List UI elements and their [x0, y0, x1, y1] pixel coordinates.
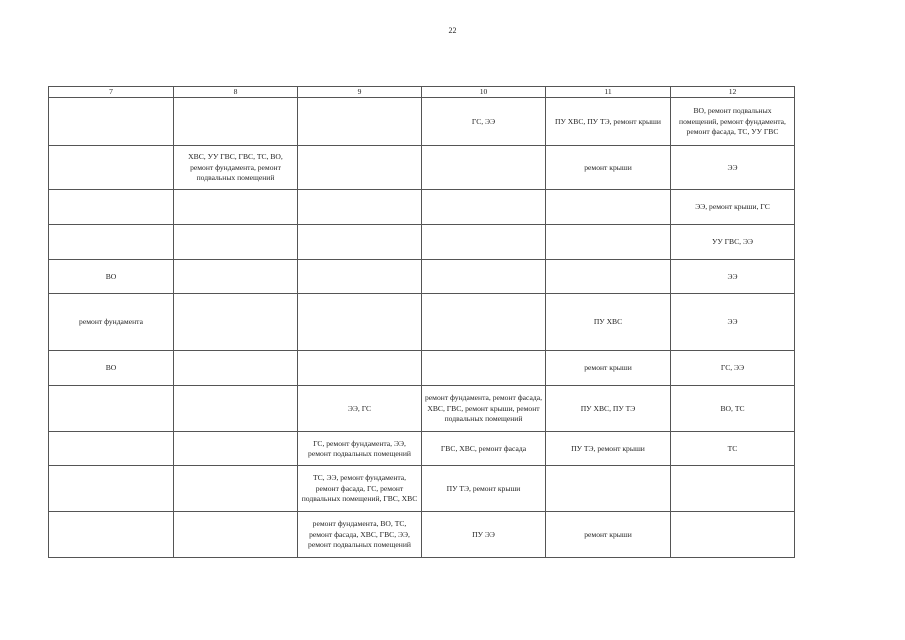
table-cell [422, 294, 546, 351]
table-cell: ремонт крыши [546, 351, 671, 386]
column-header: 10 [422, 87, 546, 98]
table-cell [174, 351, 298, 386]
table-cell [298, 225, 422, 260]
table-cell: ремонт крыши [546, 512, 671, 558]
table-row [49, 512, 795, 558]
table-cell: ремонт фундамента [49, 294, 174, 351]
table-cell [174, 98, 298, 146]
table-cell [174, 386, 298, 432]
table-cell [546, 260, 671, 294]
table-cell [298, 146, 422, 190]
table-cell: ремонт крыши [546, 146, 671, 190]
table-cell: ремонт фундамента, ВО, ТС, ремонт фасада, ХВС, ГВС, ЭЭ, ремонт подвальных помещений [298, 512, 422, 558]
table-cell: ЭЭ [671, 146, 795, 190]
table-row [49, 351, 795, 386]
works-table [48, 86, 795, 558]
table-cell [174, 190, 298, 225]
table-cell [49, 386, 174, 432]
table-row [49, 98, 795, 146]
table-cell [546, 190, 671, 225]
table-cell: ВО [49, 260, 174, 294]
table-cell: ПУ ЭЭ [422, 512, 546, 558]
table-cell: ПУ ТЭ, ремонт крыши [546, 432, 671, 466]
table-cell: ХВС, УУ ГВС, ГВС, ТС, ВО, ремонт фундамента, ремонт подвальных помещений [174, 146, 298, 190]
table-cell: ГС, ЭЭ [422, 98, 546, 146]
table-cell [174, 466, 298, 512]
table-cell: ЭЭ, ГС [298, 386, 422, 432]
table-cell [422, 146, 546, 190]
column-header: 7 [49, 87, 174, 98]
table-cell [49, 190, 174, 225]
table-cell [174, 512, 298, 558]
table-cell [546, 225, 671, 260]
table-cell: ПУ ХВС [546, 294, 671, 351]
table-cell [49, 98, 174, 146]
table-cell [174, 225, 298, 260]
table-row [49, 190, 795, 225]
table-cell: ТС, ЭЭ, ремонт фундамента, ремонт фасада, ГС, ремонт подвальных помещений, ГВС, ХВС [298, 466, 422, 512]
table-cell: ТС [671, 432, 795, 466]
table-cell: ЭЭ [671, 260, 795, 294]
table-cell [422, 351, 546, 386]
table-cell: УУ ГВС, ЭЭ [671, 225, 795, 260]
table-cell [49, 466, 174, 512]
table-cell: ЭЭ, ремонт крыши, ГС [671, 190, 795, 225]
table-row [49, 146, 795, 190]
table-row [49, 466, 795, 512]
table-cell [671, 466, 795, 512]
table-cell: ПУ ХВС, ПУ ТЭ [546, 386, 671, 432]
table-cell [174, 294, 298, 351]
table-cell: ремонт фундамента, ремонт фасада, ХВС, ГВС, ремонт крыши, ремонт подвальных помещений [422, 386, 546, 432]
table-cell [298, 260, 422, 294]
table-cell [298, 98, 422, 146]
table-row [49, 386, 795, 432]
table-cell: ПУ ТЭ, ремонт крыши [422, 466, 546, 512]
table-cell [49, 225, 174, 260]
header-row [49, 87, 795, 98]
table-row [49, 432, 795, 466]
table-cell: ВО, ТС [671, 386, 795, 432]
table-cell [49, 146, 174, 190]
table-cell [298, 294, 422, 351]
table-cell: ГВС, ХВС, ремонт фасада [422, 432, 546, 466]
table-cell: ГС, ЭЭ [671, 351, 795, 386]
column-header: 12 [671, 87, 795, 98]
column-header: 8 [174, 87, 298, 98]
table-cell [422, 225, 546, 260]
table-cell: ПУ ХВС, ПУ ТЭ, ремонт крыши [546, 98, 671, 146]
table-cell [298, 351, 422, 386]
table-cell: ВО, ремонт подвальных помещений, ремонт фундамента, ремонт фасада, ТС, УУ ГВС [671, 98, 795, 146]
table-cell: ГС, ремонт фундамента, ЭЭ, ремонт подвальных помещений [298, 432, 422, 466]
table-cell [298, 190, 422, 225]
table-cell [422, 260, 546, 294]
page-number: 22 [448, 26, 457, 35]
table-cell [671, 512, 795, 558]
table-cell: ВО [49, 351, 174, 386]
table-cell [546, 466, 671, 512]
table-row [49, 260, 795, 294]
table-row [49, 294, 795, 351]
column-header: 9 [298, 87, 422, 98]
table-row [49, 225, 795, 260]
table-cell [422, 190, 546, 225]
table-cell [174, 260, 298, 294]
table-cell [174, 432, 298, 466]
column-header: 11 [546, 87, 671, 98]
table-cell [49, 512, 174, 558]
table-cell: ЭЭ [671, 294, 795, 351]
table-cell [49, 432, 174, 466]
